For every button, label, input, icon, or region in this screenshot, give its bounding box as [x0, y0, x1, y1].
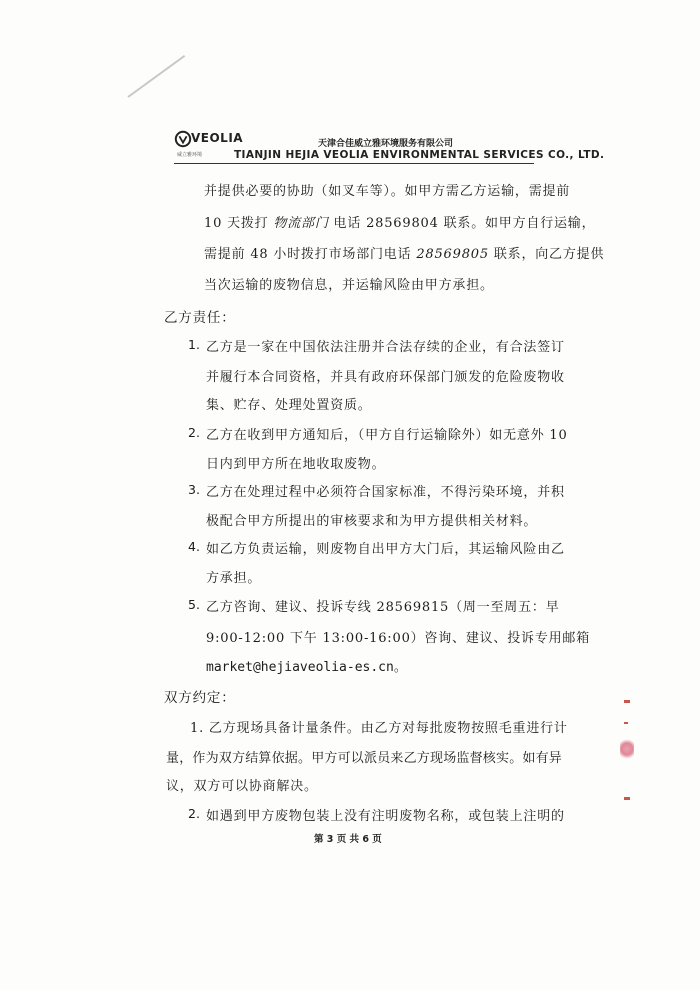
item-3-line-2: 极配合甲方所提出的审核要求和为甲方提供相关材料。 [206, 514, 538, 529]
intro-line-2-handwritten: 物流部门 [273, 216, 329, 231]
item-5-line-2: 9:00-12:00 下午 13:00-16:00）咨询、建议、投诉专用邮箱 [206, 631, 591, 646]
intro-line-3 [204, 243, 604, 262]
intro-line-2-end: 电话 28569804 联系。如甲方自行运输， [328, 216, 596, 231]
item-1-line-3: 集、贮存、处理处置资质。 [206, 398, 372, 413]
item-4-line-2: 方承担。 [206, 571, 262, 586]
item-3-line-1: 乙方在处理过程中必须符合国家标准，不得污染环境，并积 [206, 485, 565, 500]
letterhead [174, 126, 605, 166]
seal-edge-blob [620, 738, 634, 760]
item-5-line-3-email: market@hejiaveolia-es.cn。 [206, 660, 407, 675]
item-1-line-2: 并履行本合同资格，并具有政府环保部门颁发的危险废物收 [206, 370, 565, 385]
item-number: 2. [188, 425, 200, 440]
company-name-en: TIANJIN HEJIA VEOLIA ENVIRONMENTAL SERVICES CO., LTD. [234, 149, 605, 161]
agreement-1-line-3: 议，双方可以协商解决。 [166, 779, 318, 794]
agreement-1-line-1: 1. 乙方现场具备计量条件。由乙方对每批废物按照毛重进行计 [190, 721, 568, 736]
seal-edge-mark [624, 797, 630, 800]
seal-edge-mark [624, 722, 628, 724]
intro-line-3-end: 联系，向乙方提供 [488, 247, 605, 262]
item-number: 3. [188, 482, 200, 497]
section-c-heading: 双方约定： [164, 690, 236, 706]
logo-text: VEOLIA [191, 131, 244, 145]
item-2-line-1: 乙方在收到甲方通知后，（甲方自行运输除外）如无意外 10 [206, 428, 568, 443]
item-number: 4. [188, 539, 200, 554]
agreement-1-line-2: 量，作为双方结算依据。甲方可以派员来乙方现场监督核实。如有异 [166, 751, 563, 766]
scan-artifact-streak [127, 55, 185, 98]
veolia-logo-icon [174, 130, 192, 148]
agreement-2-line-1: 如遇到甲方废物包装上没有注明废物名称，或包装上注明的 [206, 809, 565, 824]
veolia-logo [174, 130, 244, 160]
intro-line-2-start: 10 天拨打 [204, 216, 274, 231]
item-5-line-1: 乙方咨询、建议、投诉专线 28569815（周一至周五：早 [206, 600, 560, 615]
intro-line-1: 并提供必要的协助（如叉车等）。如甲方需乙方运输，需提前 [204, 184, 571, 199]
item-4-line-1: 如乙方负责运输，则废物自出甲方大门后，其运输风险由乙 [206, 542, 565, 557]
item-1-line-1: 乙方是一家在中国依法注册并合法存续的企业，有合法签订 [206, 340, 565, 355]
intro-line-3-handwritten: 28569805 [416, 247, 489, 262]
header-divider [174, 163, 534, 164]
item-2-line-2: 日内到甲方所在地收取废物。 [206, 457, 386, 472]
item-number: 2. [188, 806, 200, 821]
section-b-heading: 乙方责任： [164, 310, 236, 326]
intro-line-4: 当次运输的废物信息，并运输风险由甲方承担。 [204, 278, 494, 293]
item-number: 1. [188, 337, 200, 352]
company-name-cn: 天津合佳威立雅环境服务有限公司 [318, 139, 454, 149]
intro-line-2 [204, 212, 595, 231]
item-number: 5. [188, 597, 200, 612]
logo-subtext: 威立雅环境 [177, 152, 203, 158]
seal-edge-mark [624, 700, 630, 703]
intro-line-3-start: 需提前 48 小时拨打市场部门电话 [204, 247, 417, 262]
page-number: 第 3 页 共 6 页 [314, 834, 382, 845]
